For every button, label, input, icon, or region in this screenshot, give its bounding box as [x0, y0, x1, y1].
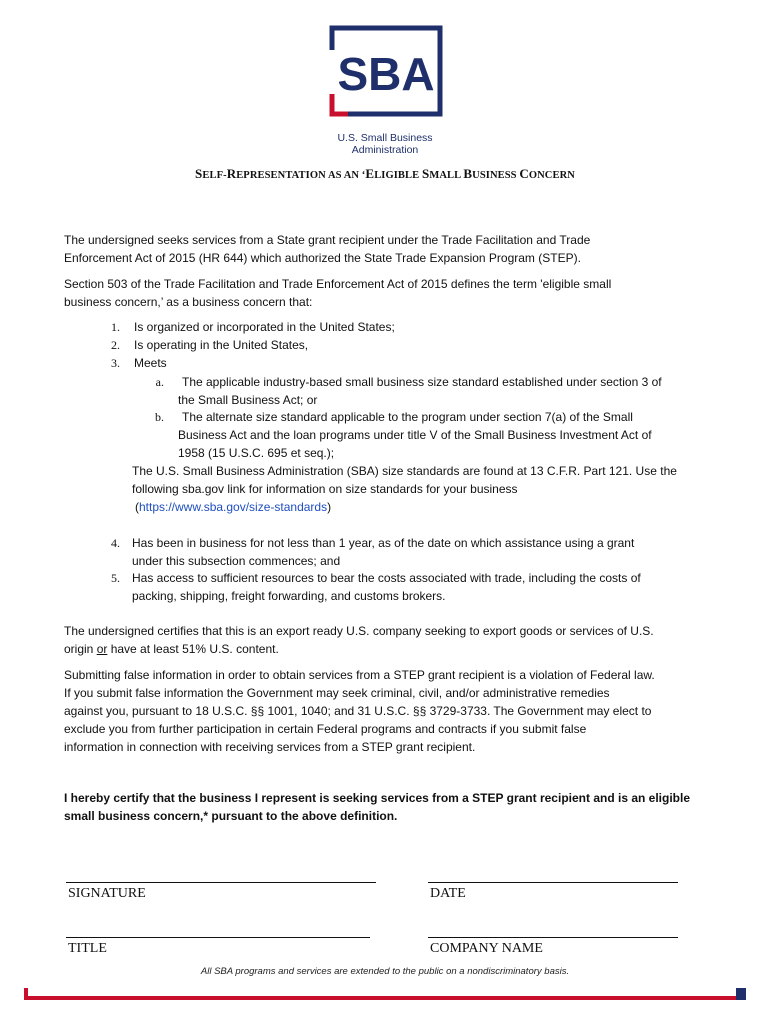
list-item: packing, shipping, freight forwarding, and customs brokers. — [132, 589, 446, 603]
list-number: 2. — [111, 338, 120, 352]
page-title: SELF-REPRESENTATION AS AN ‘ELIGIBLE SMALL BUSINESS CONCERN — [195, 166, 575, 181]
list-number: 3. — [111, 356, 120, 370]
sublist-letter: b. — [155, 410, 164, 424]
logo-subtitle-line1: U.S. Small Business — [337, 132, 433, 144]
attestation-paragraph: I hereby certify that the business I represent is seeking services from a STEP grant recipient and is an eligible small business concern,* pursuant to the above definition. — [64, 791, 691, 823]
sublist-letter: a. — [155, 375, 164, 389]
sublist-item: Business Act and the loan programs under title V of the Small Business Investment Act of — [178, 428, 652, 442]
list-item: Is organized or incorporated in the United States; — [134, 320, 395, 334]
sba-logo-text: SBA — [337, 48, 435, 100]
list-item: under this subsection commences; and — [132, 554, 341, 568]
signature-line[interactable] — [66, 882, 376, 883]
list-number: 5. — [111, 571, 120, 585]
list-item: Is operating in the United States, — [134, 338, 309, 352]
logo-subtitle-line2: Administration — [351, 144, 419, 156]
company-name-label: COMPANY NAME — [430, 941, 543, 956]
title-line[interactable] — [66, 937, 370, 938]
size-standards-note: The U.S. Small Business Administration (SBA) size standards are found at 13 C.F.R. Part 121. Use the following sba.gov link for information on size standards for your business (https://www.sba.gov/size-standards) — [132, 464, 677, 514]
sublist-item: The applicable industry-based small business size standard established under section 3 of — [182, 375, 662, 389]
warning-paragraph: Submitting false information in order to obtain services from a STEP grant recipient is a violation of Federal law. If you submit false information the Government may seek criminal, civil, and/or administrative remedies against you, pursuant to 18 U.S.C. §§ 1001, 1040; and 31 U.S.C. §§ 3729-3733. The Government may elect to exclude you from further participation in certain Federal programs and contracts if you submit false information in connection with receiving services from a STEP grant recipient. — [64, 668, 655, 754]
list-item: Has been in business for not less than 1 year, as of the date on which assistance using a grant — [132, 536, 635, 550]
footer-notice: All SBA programs and services are extended to the public on a nondiscriminatory basis. — [200, 966, 570, 977]
footer-bar — [24, 988, 746, 1000]
list-item: Meets — [134, 356, 167, 370]
date-label: DATE — [430, 886, 466, 901]
list-item: Has access to sufficient resources to bear the costs associated with trade, including the costs of — [132, 571, 641, 585]
logo-subtitle — [300, 132, 470, 156]
size-standards-link[interactable]: https://www.sba.gov/size-standards — [139, 500, 328, 514]
title-label: TITLE — [68, 941, 107, 956]
certify-paragraph: The undersigned certifies that this is an export ready U.S. company seeking to export goods or services of U.S. origin or have at least 51% U.S. content. — [64, 624, 654, 656]
list-number: 1. — [111, 320, 120, 334]
sublist-item: the Small Business Act; or — [178, 393, 318, 407]
sublist-item: 1958 (15 U.S.C. 695 et seq.); — [178, 446, 335, 460]
list-number: 4. — [111, 536, 120, 550]
sublist-item: The alternate size standard applicable to the program under section 7(a) of the Small — [182, 410, 633, 424]
sba-logo — [328, 24, 444, 118]
company-name-line[interactable] — [428, 937, 678, 938]
intro-paragraph: The undersigned seeks services from a State grant recipient under the Trade Facilitation and Trade Enforcement Act of 2015 (HR 644) which authorized the State Trade Expansion Program (STEP). — [64, 233, 591, 265]
date-line[interactable] — [428, 882, 678, 883]
signature-label: SIGNATURE — [68, 886, 146, 901]
section-paragraph: Section 503 of the Trade Facilitation and Trade Enforcement Act of 2015 defines the term 'eligible small business concern,’ as a business concern that: — [64, 277, 612, 309]
